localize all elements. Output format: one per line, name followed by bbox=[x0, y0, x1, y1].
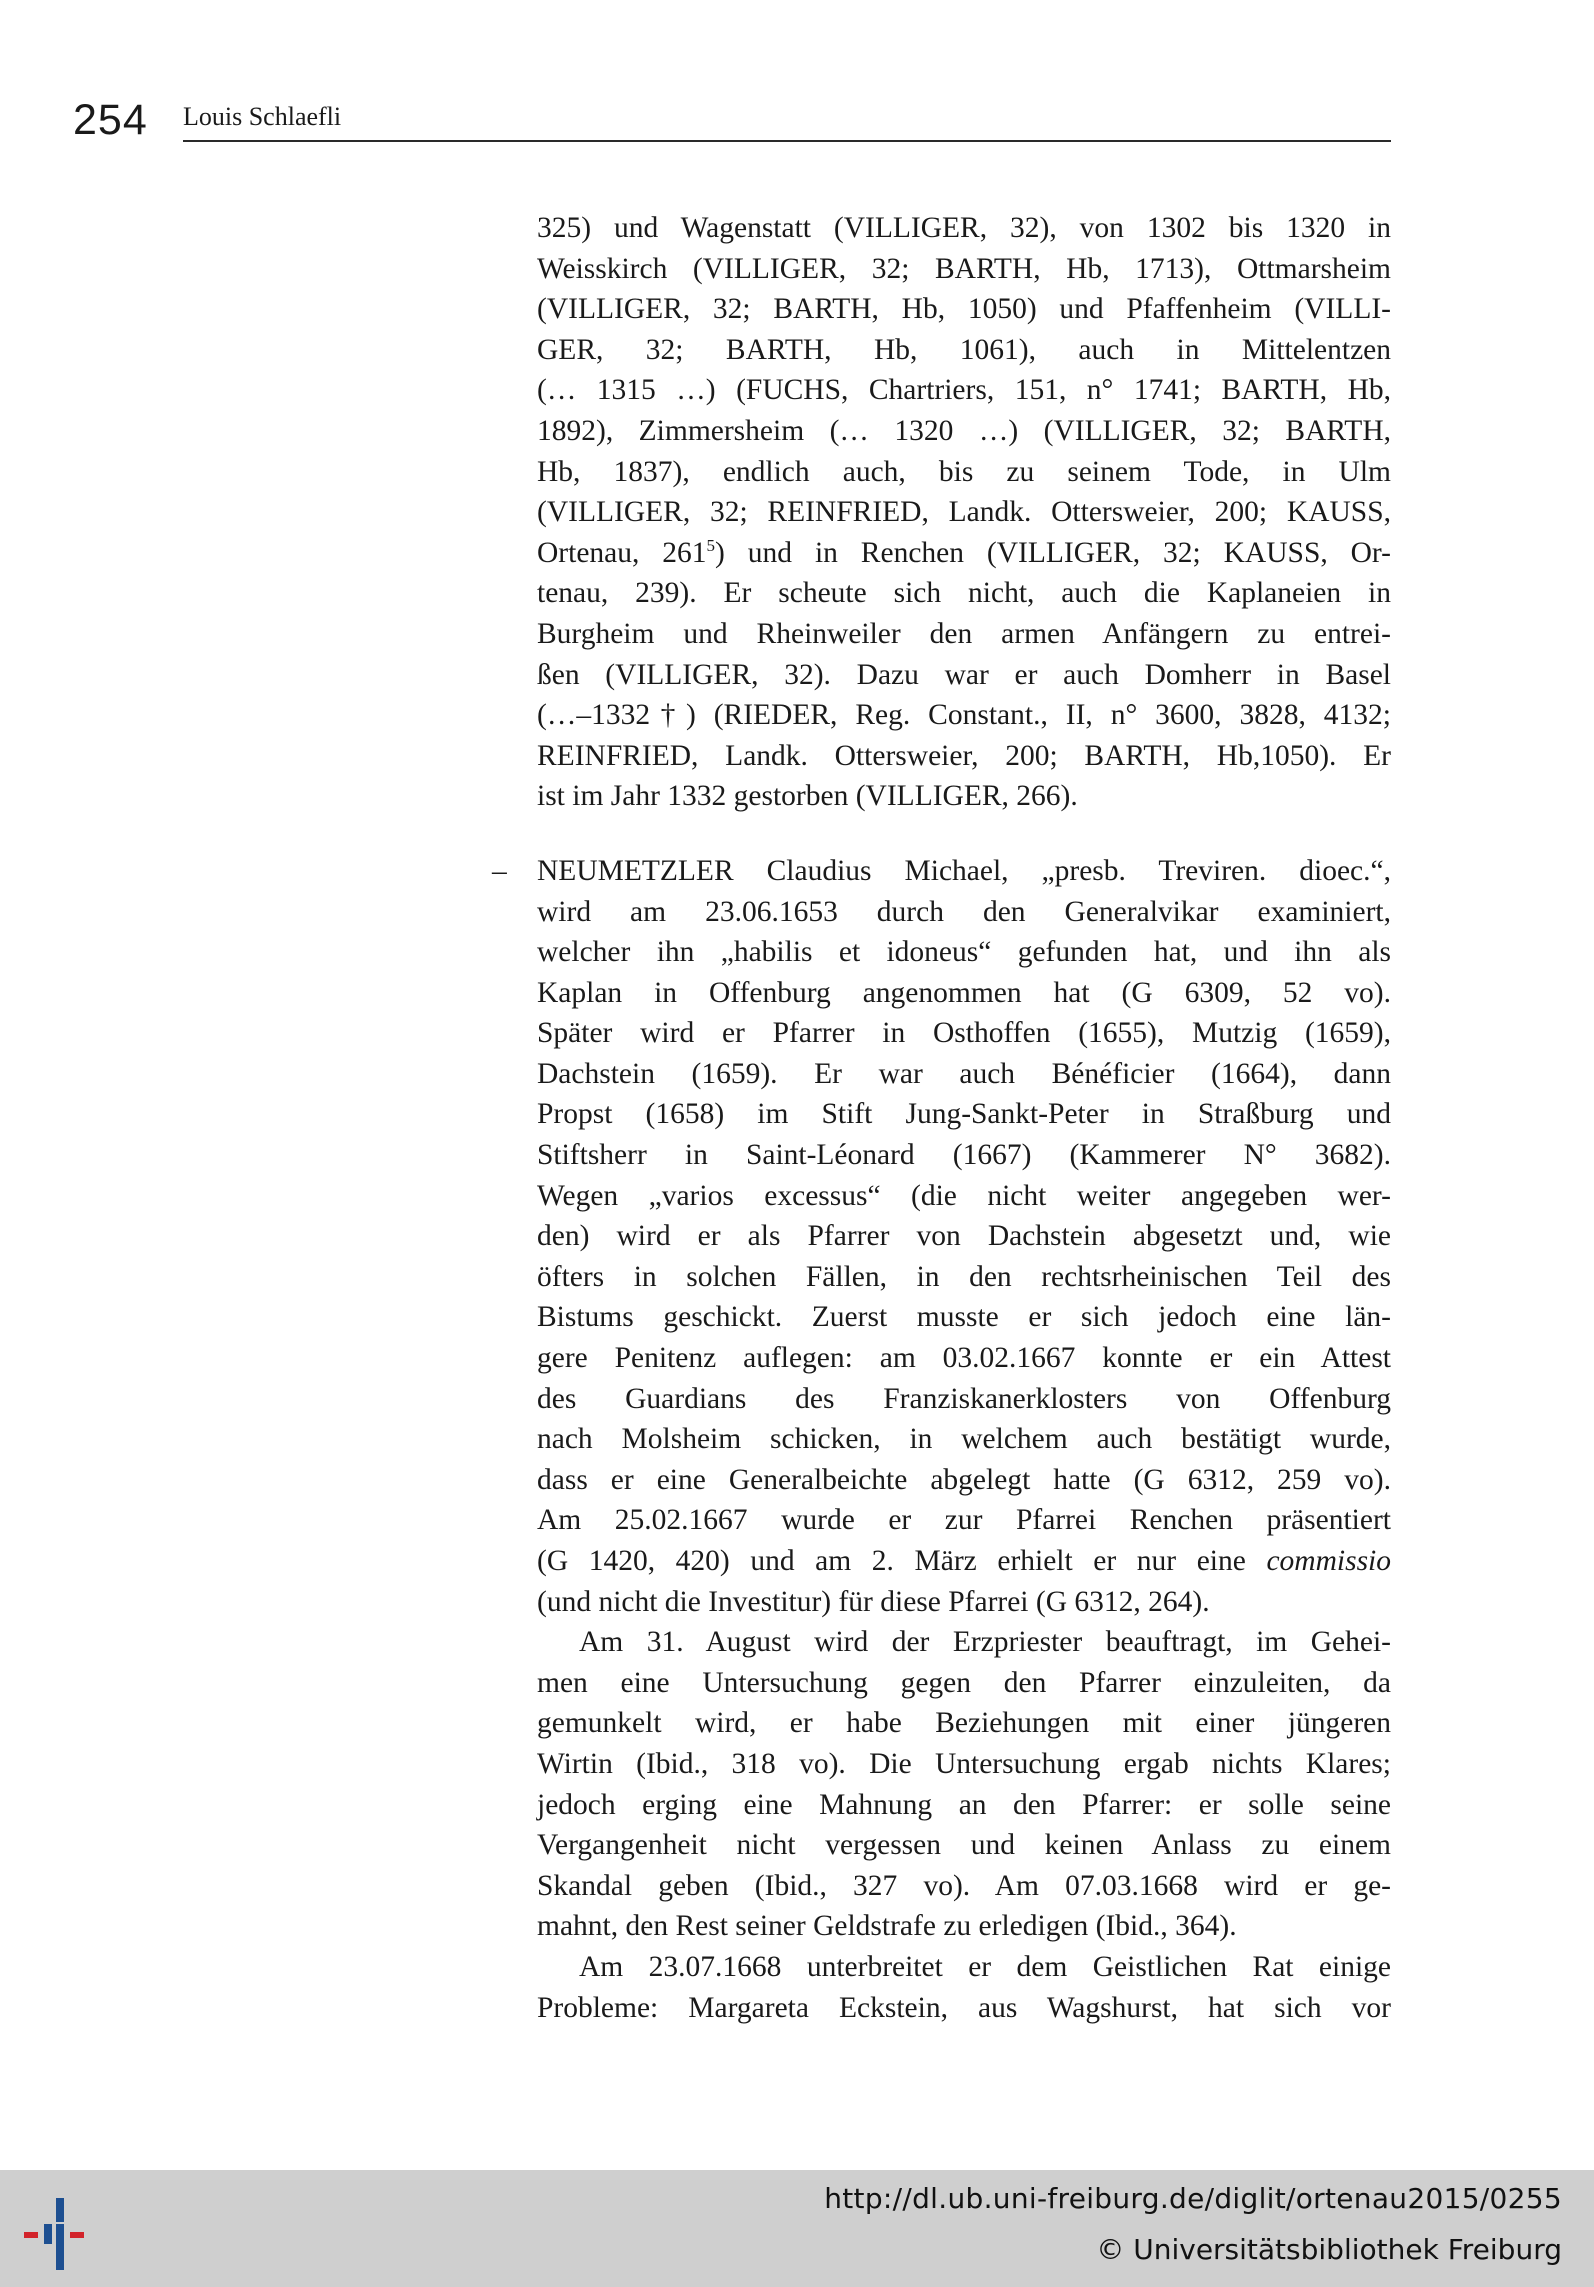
text-line: Vergangenheit nicht vergessen und keinen Anlass zu einem bbox=[537, 1829, 1391, 1862]
text-segment: Ortenau, 261 bbox=[537, 536, 707, 569]
text-line: NEUMETZLER Claudius Michael, „presb. Treviren. dioec.“, bbox=[537, 854, 1391, 887]
text-line: Probleme: Margareta Eckstein, aus Wagshurst, hat sich vor bbox=[537, 1991, 1391, 2024]
text-line: ßen (VILLIGER, 32). Dazu war er auch Domherr in Basel bbox=[537, 658, 1391, 691]
text-line: Am 31. August wird der Erzpriester beauftragt, im Gehei- bbox=[579, 1626, 1391, 1659]
text-line: 1892), Zimmersheim (… 1320 …) (VILLIGER, 32; BARTH, bbox=[537, 414, 1391, 447]
text-line: Stiftsherr in Saint-Léonard (1667) (Kammerer N° 3682). bbox=[537, 1139, 1391, 1172]
text-line: Am 25.02.1667 wurde er zur Pfarrei Renchen präsentiert bbox=[537, 1504, 1391, 1537]
text-line: Wegen „varios excessus“ (die nicht weiter angegeben wer- bbox=[537, 1179, 1391, 1212]
text-line: tenau, 239). Er scheute sich nicht, auch die Kaplaneien in bbox=[537, 577, 1391, 610]
text-segment: ) und in Renchen (VILLIGER, 32; KAUSS, Or- bbox=[715, 536, 1391, 569]
text-line: gere Penitenz auflegen: am 03.02.1667 konnte er ein Attest bbox=[537, 1342, 1391, 1375]
text-line: jedoch erging eine Mahnung an den Pfarrer: er solle seine bbox=[537, 1788, 1391, 1821]
text-line: welcher ihn „habilis et idoneus“ gefunden hat, und ihn als bbox=[537, 936, 1391, 969]
text-line: Hb, 1837), endlich auch, bis zu seinem Tode, in Ulm bbox=[537, 455, 1391, 488]
text-line: gemunkelt wird, er habe Beziehungen mit einer jüngeren bbox=[537, 1707, 1391, 1740]
text-line: Weisskirch (VILLIGER, 32; BARTH, Hb, 1713), Ottmarsheim bbox=[537, 252, 1391, 285]
text-line bbox=[537, 533, 1391, 574]
paragraph-entry-start bbox=[537, 851, 1391, 1622]
text-line: (und nicht die Investitur) für diese Pfarrei (G 6312, 264). bbox=[537, 1585, 1210, 1618]
text-line: (VILLIGER, 32; BARTH, Hb, 1050) und Pfaffenheim (VILLI- bbox=[537, 293, 1391, 326]
italic-term: commissio bbox=[1266, 1545, 1391, 1577]
paragraph-investigation bbox=[537, 1622, 1391, 1947]
text-line: GER, 32; BARTH, Hb, 1061), auch in Mittelentzen bbox=[537, 333, 1391, 366]
text-line bbox=[537, 1541, 1391, 1582]
text-line: ist im Jahr 1332 gestorben (VILLIGER, 266). bbox=[537, 780, 1078, 813]
text-line: Am 23.07.1668 unterbreitet er dem Geistlichen Rat einige bbox=[579, 1950, 1391, 1983]
ub-freiburg-logo-icon bbox=[20, 2194, 100, 2274]
running-head: Louis Schlaefli bbox=[183, 102, 342, 131]
text-line: wird am 23.06.1653 durch den Generalvikar examiniert, bbox=[537, 895, 1391, 928]
text-line: des Guardians des Franziskanerklosters von Offenburg bbox=[537, 1382, 1391, 1415]
page-number: 254 bbox=[73, 96, 148, 144]
footnote-reference: 5 bbox=[706, 535, 716, 555]
text-line: dass er eine Generalbeichte abgelegt hatte (G 6312, 259 vo). bbox=[537, 1463, 1391, 1496]
text-line: (…–1332†) (RIEDER, Reg. Constant., II, n° 3600, 3828, 4132; bbox=[537, 699, 1391, 732]
page-header bbox=[73, 98, 1391, 142]
text-line: men eine Untersuchung gegen den Pfarrer einzuleiten, da bbox=[537, 1666, 1391, 1699]
copyright-notice: © Universitätsbibliothek Freiburg bbox=[1096, 2233, 1562, 2266]
text-line: Wirtin (Ibid., 318 vo). Die Untersuchung ergab nichts Klares; bbox=[537, 1747, 1391, 1780]
footer-bar bbox=[0, 2170, 1594, 2287]
body-text bbox=[492, 208, 1391, 2028]
text-line: Skandal geben (Ibid., 327 vo). Am 07.03.1668 wird er ge- bbox=[537, 1869, 1391, 1902]
entry-gap bbox=[537, 817, 1391, 851]
text-line: Später wird er Pfarrer in Osthoffen (1655), Mutzig (1659), bbox=[537, 1017, 1391, 1050]
entry-neumetzler bbox=[492, 851, 1391, 2028]
text-line: öfters in solchen Fällen, in den rechtsrheinischen Teil des bbox=[537, 1260, 1391, 1293]
text-line: (VILLIGER, 32; REINFRIED, Landk. Ottersweier, 200; KAUSS, bbox=[537, 496, 1391, 529]
header-rule bbox=[183, 140, 1391, 142]
text-line: Dachstein (1659). Er war auch Bénéficier (1664), dann bbox=[537, 1057, 1391, 1090]
text-line: Propst (1658) im Stift Jung-Sankt-Peter in Straßburg und bbox=[537, 1098, 1391, 1131]
source-url-link[interactable]: http://dl.ub.uni-freiburg.de/diglit/ortenau2015/0255 bbox=[824, 2182, 1562, 2215]
list-dash: – bbox=[492, 854, 507, 887]
text-line: Burgheim und Rheinweiler den armen Anfängern zu entrei- bbox=[537, 617, 1391, 650]
text-line: Kaplan in Offenburg angenommen hat (G 6309, 52 vo). bbox=[537, 976, 1391, 1009]
text-line: den) wird er als Pfarrer von Dachstein abgesetzt und, wie bbox=[537, 1220, 1391, 1253]
text-line: Bistums geschickt. Zuerst musste er sich jedoch eine län- bbox=[537, 1301, 1391, 1334]
text-line: nach Molsheim schicken, in welchem auch bestätigt wurde, bbox=[537, 1423, 1391, 1456]
text-line: 325) und Wagenstatt (VILLIGER, 32), von 1302 bis 1320 in bbox=[537, 212, 1391, 244]
text-line: REINFRIED, Landk. Ottersweier, 200; BARTH, Hb,1050). Er bbox=[537, 739, 1391, 772]
paragraph-problems bbox=[537, 1947, 1391, 2028]
paragraph-continuation bbox=[537, 208, 1391, 817]
text-segment: (G 1420, 420) und am 2. März erhielt er nur eine bbox=[537, 1545, 1267, 1577]
text-line: (… 1315 …) (FUCHS, Chartriers, 151, n° 1741; BARTH, Hb, bbox=[537, 374, 1391, 407]
text-line: mahnt, den Rest seiner Geldstrafe zu erledigen (Ibid., 364). bbox=[537, 1910, 1237, 1943]
